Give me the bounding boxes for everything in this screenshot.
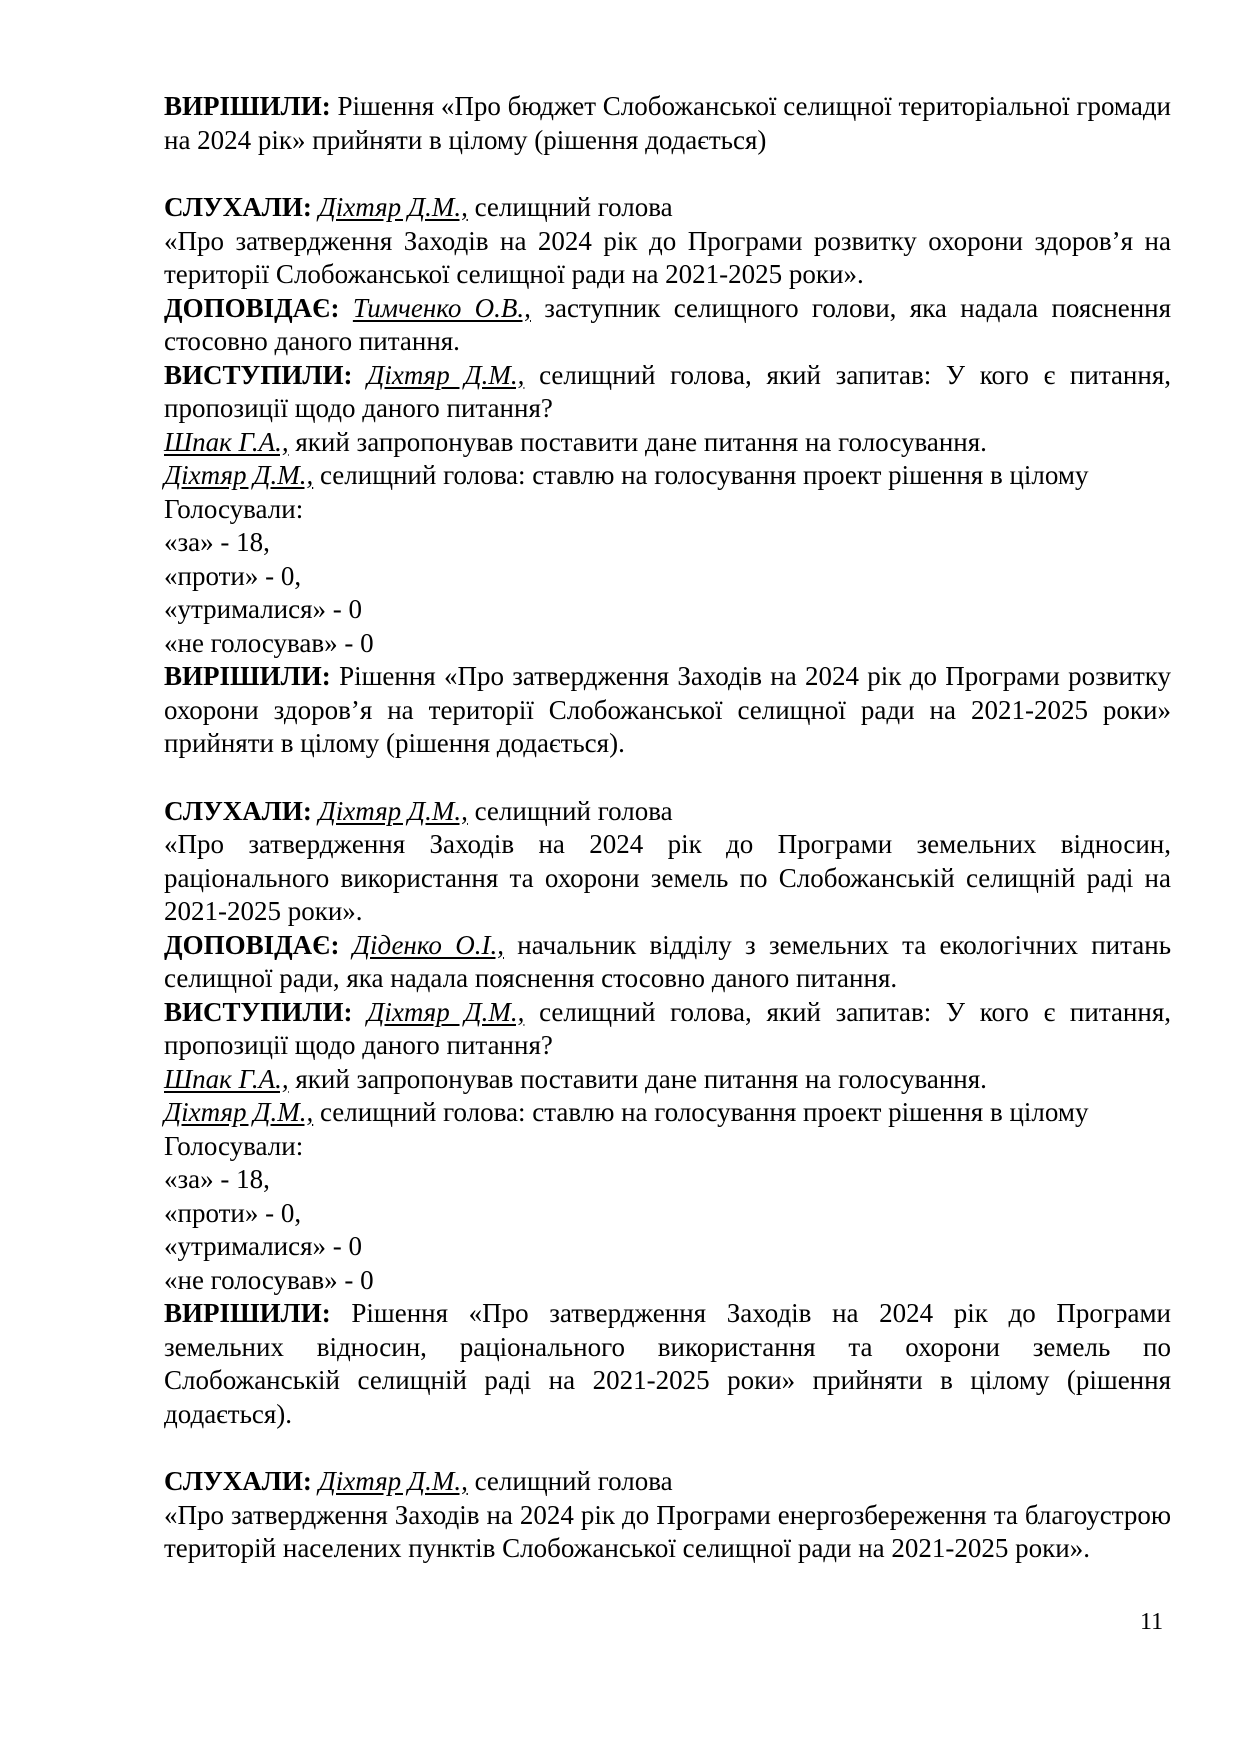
speaker-name: Діхтяр Д.М., <box>367 359 525 390</box>
decision-paragraph <box>164 660 1171 761</box>
heard-paragraph <box>164 795 1171 829</box>
spacer <box>164 1431 1171 1465</box>
heard-label: СЛУХАЛИ: <box>164 795 312 826</box>
proposal-text: який запропонував поставити дане питання на голосування. <box>288 1063 987 1094</box>
spoke-label: ВИСТУПИЛИ: <box>164 996 353 1027</box>
document-page <box>164 90 1171 1566</box>
decided-label: ВИРІШИЛИ: <box>164 1298 331 1328</box>
vote-abstained: «утрималися» - 0 <box>164 1231 363 1261</box>
heard-paragraph <box>164 1465 1171 1499</box>
reporter-name: Діденко О.І., <box>352 929 504 960</box>
speaker-role: селищний голова, <box>524 996 752 1027</box>
vote-against: «проти» - 0, <box>164 1197 302 1228</box>
decision-paragraph <box>164 90 1171 157</box>
speaker-name: Діхтяр Д.М., <box>367 996 525 1027</box>
spacer <box>164 157 1171 191</box>
decision-paragraph <box>164 1297 1171 1431</box>
question-text: який запитав: У кого є питання, пропозиції щодо даного питання? <box>164 996 1172 1060</box>
agenda-title: «Про затвердження Заходів на 2024 рік до Програми земельних відносин, раціонального використання та охорони земель по Слобожанській селищній раді на 2021-2025 роки». <box>164 829 1171 926</box>
proposal-paragraph <box>164 426 1171 460</box>
heard-label: СЛУХАЛИ: <box>164 1466 312 1496</box>
speaker-name: Діхтяр Д.М., <box>164 460 314 490</box>
vote-for: «за» - 18, <box>164 527 270 557</box>
vote-call-paragraph <box>164 459 1171 493</box>
reporter-text: заступник селищного голови, яка надала пояснення стосовно даного питання. <box>164 292 1172 356</box>
agenda-title: «Про затвердження Заходів на 2024 рік до Програми розвитку охорони здоров’я на території Слобожанської селищної ради на 2021-2025 роки». <box>164 225 1171 289</box>
speaker-role: селищний голова <box>467 192 673 222</box>
heard-paragraph <box>164 191 1171 225</box>
decided-label: ВИРІШИЛИ: <box>164 661 331 691</box>
decision-text: Рішення «Про бюджет Слобожанської селищної територіальної громади на 2024 рік» прийняти в цілому (рішення додається) <box>164 91 1171 155</box>
vote-for: «за» - 18, <box>164 1164 270 1194</box>
voted-label: Голосували: <box>164 1130 304 1161</box>
page-number: 11 <box>1140 1609 1164 1635</box>
vote-call-paragraph <box>164 1096 1171 1130</box>
vote-abstained: «утрималися» - 0 <box>164 594 363 624</box>
speaker-name: Діхтяр Д.М., <box>318 192 468 222</box>
vote-against: «проти» - 0, <box>164 560 302 591</box>
vote-not-voted: «не голосував» - 0 <box>164 627 374 658</box>
speaker-name: Діхтяр Д.М., <box>164 1097 314 1127</box>
agenda-title: «Про затвердження Заходів на 2024 рік до Програми енергозбереження та благоустрою територій населених пунктів Слобожанської селищної ради на 2021-2025 роки». <box>164 1499 1171 1563</box>
vote-call-text: селищний голова: ставлю на голосування проект рішення в цілому <box>313 1097 1089 1127</box>
reports-label: ДОПОВІДАЄ: <box>164 929 340 960</box>
heard-label: СЛУХАЛИ: <box>164 192 312 222</box>
spacer <box>164 761 1171 795</box>
proposer-name: Шпак Г.А., <box>164 426 289 457</box>
reporter-name: Тимченко О.В., <box>352 292 531 323</box>
speaker-name: Діхтяр Д.М., <box>318 795 468 826</box>
proposal-text: який запропонував поставити дане питання на голосування. <box>288 426 987 457</box>
speaker-role: селищний голова, <box>524 359 752 390</box>
spoke-paragraph <box>164 359 1171 426</box>
decision-text: Рішення «Про затвердження Заходів на 2024 рік до Програми розвитку охорони здоров’я на території Слобожанської селищної ради на 2021-2025 роки» прийняти в цілому (рішення додається). <box>164 661 1171 758</box>
reporter-text: начальник відділу з земельних та екологічних питань селищної ради, яка надала пояснення стосовно даного питання. <box>164 929 1172 993</box>
proposer-name: Шпак Г.А., <box>164 1063 289 1094</box>
speaker-name: Діхтяр Д.М., <box>318 1466 468 1496</box>
proposal-paragraph <box>164 1063 1171 1097</box>
question-text: який запитав: У кого є питання, пропозиції щодо даного питання? <box>164 359 1172 423</box>
reports-label: ДОПОВІДАЄ: <box>164 292 340 323</box>
vote-call-text: селищний голова: ставлю на голосування проект рішення в цілому <box>313 460 1089 490</box>
spoke-label: ВИСТУПИЛИ: <box>164 359 353 390</box>
decided-label: ВИРІШИЛИ: <box>164 91 331 121</box>
spoke-paragraph <box>164 996 1171 1063</box>
speaker-role: селищний голова <box>467 1466 673 1496</box>
voted-label: Голосували: <box>164 493 304 524</box>
reporter-paragraph <box>164 292 1171 359</box>
reporter-paragraph <box>164 929 1171 996</box>
decision-text: Рішення «Про затвердження Заходів на 2024 рік до Програми земельних відносин, раціонального використання та охорони земель по Слобожанській селищній раді на 2021-2025 роки» прийняти в цілому (рішення додається). <box>164 1298 1171 1429</box>
vote-not-voted: «не голосував» - 0 <box>164 1264 374 1295</box>
speaker-role: селищний голова <box>467 795 673 826</box>
